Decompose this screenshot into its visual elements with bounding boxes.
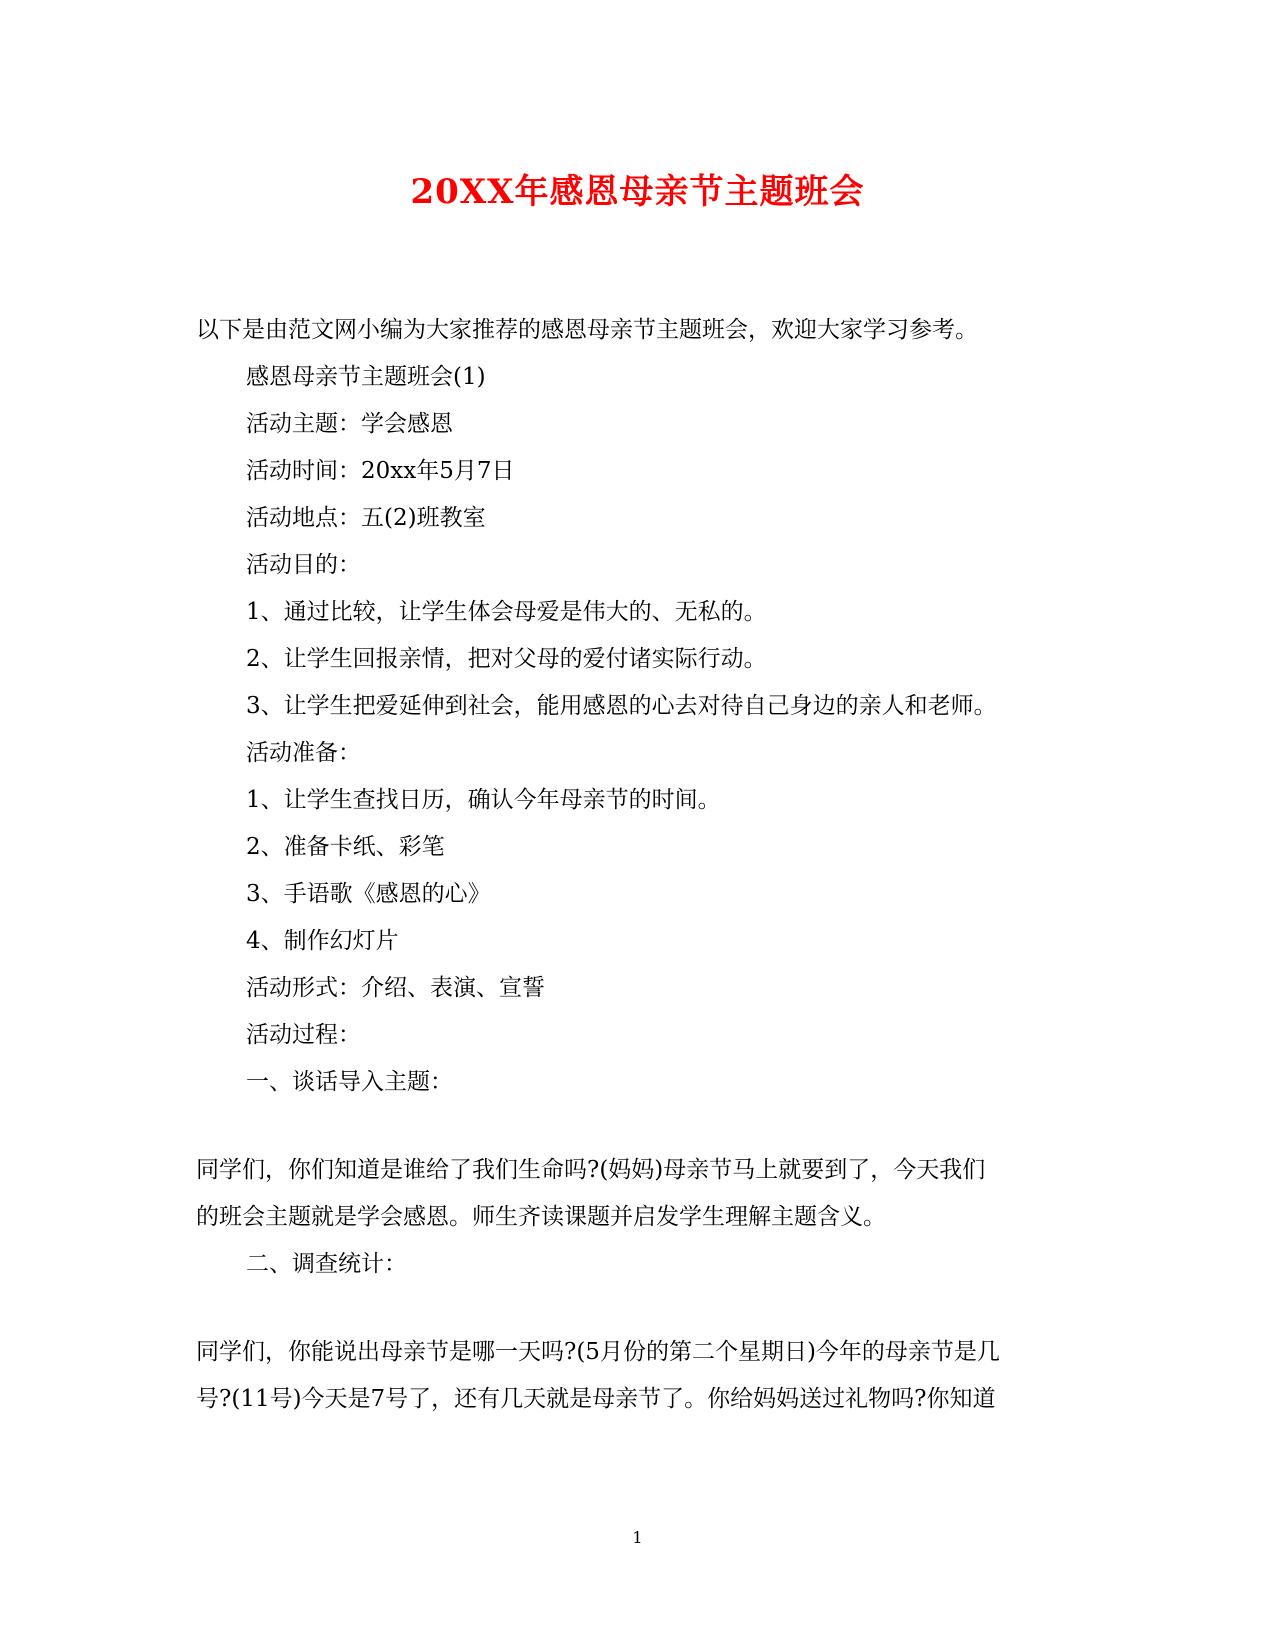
intro-line: 以下是由范文网小编为大家推荐的感恩母亲节主题班会，欢迎大家学习参考。 [196, 317, 978, 343]
activity-theme: 活动主题：学会感恩 [246, 411, 453, 437]
process-step-heading: 二、调查统计： [246, 1251, 407, 1277]
section-heading: 感恩母亲节主题班会(1) [246, 364, 486, 390]
purpose-item: 2、让学生回报亲情，把对父母的爱付诸实际行动。 [246, 646, 767, 672]
activity-process-heading: 活动过程： [246, 1022, 361, 1048]
purpose-item: 1、通过比较，让学生体会母爱是伟大的、无私的。 [246, 599, 767, 625]
preparation-item: 2、准备卡纸、彩笔 [246, 834, 445, 860]
preparation-item: 1、让学生查找日历，确认今年母亲节的时间。 [246, 787, 721, 813]
body-paragraph-line: 号?(11号)今天是7号了，还有几天就是母亲节了。你给妈妈送过礼物吗?你知道 [196, 1386, 996, 1412]
activity-location: 活动地点：五(2)班教室 [246, 505, 486, 531]
purpose-item: 3、让学生把爱延伸到社会，能用感恩的心去对待自己身边的亲人和老师。 [246, 693, 997, 719]
page-number: 1 [632, 1528, 643, 1547]
body-paragraph-line: 同学们，你们知道是谁给了我们生命吗?(妈妈)母亲节马上就要到了，今天我们 [196, 1157, 986, 1183]
process-step-heading: 一、谈话导入主题： [246, 1069, 453, 1095]
activity-format: 活动形式：介绍、表演、宣誓 [246, 975, 545, 1001]
preparation-item: 4、制作幻灯片 [246, 928, 399, 954]
preparation-item: 3、手语歌《感恩的心》 [246, 881, 491, 907]
activity-purpose-heading: 活动目的： [246, 552, 361, 578]
activity-preparation-heading: 活动准备： [246, 740, 361, 766]
activity-time: 活动时间：20xx年5月7日 [246, 458, 515, 484]
body-paragraph-line: 的班会主题就是学会感恩。师生齐读课题并启发学生理解主题含义。 [196, 1204, 886, 1230]
document-title: 20XX年感恩母亲节主题班会 [410, 172, 865, 212]
body-paragraph-line: 同学们，你能说出母亲节是哪一天吗?(5月份的第二个星期日)今年的母亲节是几 [196, 1339, 1000, 1365]
